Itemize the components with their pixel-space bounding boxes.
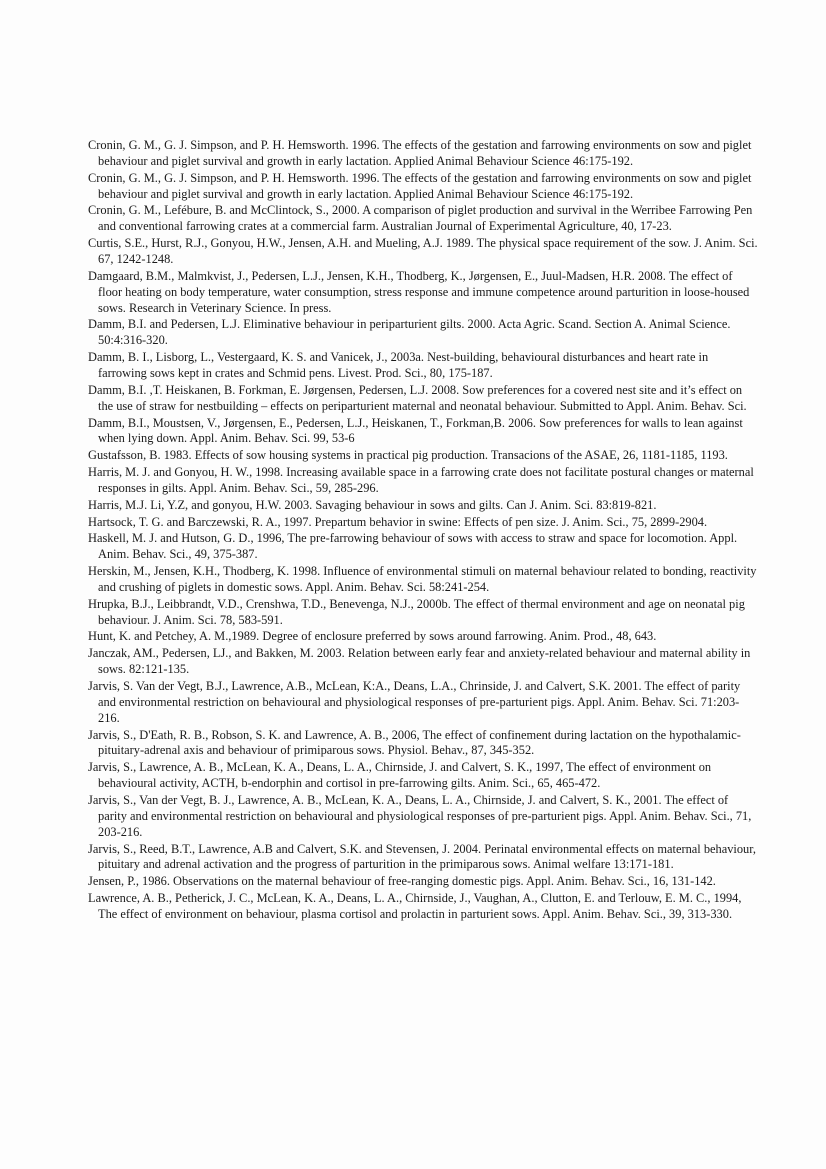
- reference-entry: Hunt, K. and Petchey, A. M.,1989. Degree of enclosure preferred by sows around farrowing. Anim. Prod., 48, 643.: [88, 629, 657, 644]
- reference-entry: Damm, B.I. and Pedersen, L.J. Eliminative behaviour in periparturient gilts. 2000. Acta Agric. Scand. Section A. Animal Science. 50:4:316-320.: [88, 317, 731, 348]
- reference-entry: Jarvis, S., Lawrence, A. B., McLean, K. A., Deans, L. A., Chirnside, J. and Calvert, S. K., 1997, The effect of environment on behavioural activity, ACTH, b-endorphin and cortisol in pre-farrowing gilts. Anim. Sci., 65, 465-472.: [88, 760, 712, 791]
- reference-entry: Gustafsson, B. 1983. Effects of sow housing systems in practical pig production. Transacions of the ASAE, 26, 1181-1185, 1193.: [88, 448, 728, 463]
- reference-entry: Hrupka, B.J., Leibbrandt, V.D., Crenshwa, T.D., Benevenga, N.J., 2000b. The effect of thermal environment and age on neonatal pig behaviour. J. Anim. Sci. 78, 583-591.: [88, 596, 745, 627]
- reference-entry: Damm, B.I. ,T. Heiskanen, B. Forkman, E. Jørgensen, Pedersen, L.J. 2008. Sow preferences for a covered nest site and it’s effect on the use of straw for nestbuilding – effects on periparturient maternal and neonatal behaviour. Submitted to Appl. Anim. Behav. Sci.: [88, 382, 747, 413]
- reference-entry: Jarvis, S., D'Eath, R. B., Robson, S. K. and Lawrence, A. B., 2006, The effect of confinement during lactation on the hypothalamic-pituitary-adrenal axis and behaviour of primiparous sows. Physiol. Behav., 87, 345-352.: [88, 727, 741, 758]
- reference-entry: Harris, M. J. and Gonyou, H. W., 1998. Increasing available space in a farrowing crate does not facilitate postural changes or maternal responses in gilts. Appl. Anim. Behav. Sci., 59, 285-296.: [88, 465, 754, 495]
- reference-entry: Damm, B.I., Moustsen, V., Jørgensen, E., Pedersen, L.J., Heiskanen, T., Forkman,B. 2006. Sow preferences for walls to lean against when lying down. Appl. Anim. Behav. Sci. 99, 53-6: [88, 415, 743, 446]
- reference-entry: Cronin, G. M., Lefébure, B. and McClintock, S., 2000. A comparison of piglet production and survival in the Werribee Farrowing Pen and conventional farrowing crates at a commercial farm. Australian Journal of Experimental Agriculture, 40, 17-23.: [88, 203, 753, 234]
- reference-entry: Damgaard, B.M., Malmkvist, J., Pedersen, L.J., Jensen, K.H., Thodberg, K., Jørgensen, E., Juul-Madsen, H.R. 2008. The effect of floor heating on body temperature, water consumption, stress response and immune competence around parturition in loose-housed sows. Research in Veterinary Science. In press.: [88, 268, 750, 315]
- reference-entry: Jarvis, S., Reed, B.T., Lawrence, A.B and Calvert, S.K. and Stevensen, J. 2004. Perinatal environmental effects on maternal behaviour, pituitary and adrenal activation and the progress of parturition in the primiparous sows. Animal welfare 13:171-181.: [88, 841, 756, 872]
- reference-entry: Curtis, S.E., Hurst, R.J., Gonyou, H.W., Jensen, A.H. and Mueling, A.J. 1989. The physical space requirement of the sow. J. Anim. Sci. 67, 1242-1248.: [88, 236, 758, 267]
- reference-entry: Jensen, P., 1986. Observations on the maternal behaviour of free-ranging domestic pigs. Appl. Anim. Behav. Sci., 16, 131-142.: [88, 874, 716, 889]
- reference-entry: Damm, B. I., Lisborg, L., Vestergaard, K. S. and Vanicek, J., 2003a. Nest-building, behavioural disturbances and heart rate in farrowing sows kept in crates and Schmid pens. Livest. Prod. Sci., 80, 175-187.: [88, 350, 709, 381]
- reference-entry: Hartsock, T. G. and Barczewski, R. A., 1997. Prepartum behavior in swine: Effects of pen size. J. Anim. Sci., 75, 2899-2904.: [88, 514, 708, 529]
- reference-entry: Lawrence, A. B., Petherick, J. C., McLean, K. A., Deans, L. A., Chirnside, J., Vaughan, A., Clutton, E. and Terlouw, E. M. C., 1994, The effect of environment on behaviour, plasma cortisol and prolactin in parturient sows. Appl. Anim. Behav. Sci., 39, 313-330.: [88, 891, 742, 921]
- reference-entry: Janczak, AM., Pedersen, LJ., and Bakken, M. 2003. Relation between early fear and anxiety-related behaviour and maternal ability in sows. 82:121-135.: [88, 646, 751, 677]
- reference-entry: Herskin, M., Jensen, K.H., Thodberg, K. 1998. Influence of environmental stimuli on maternal behaviour related to bonding, reactivity and crushing of piglets in domestic sows. Appl. Anim. Behav. Sci. 58:241-254.: [88, 564, 757, 594]
- reference-entry: Harris, M.J. Li, Y.Z, and gonyou, H.W. 2003. Savaging behaviour in sows and gilts. Can J. Anim. Sci. 83:819-821.: [88, 497, 657, 512]
- reference-entry: Jarvis, S., Van der Vegt, B. J., Lawrence, A. B., McLean, K. A., Deans, L. A., Chirnside, J. and Calvert, S. K., 2001. The effect of parity and environmental restriction on behavioural and physiological responses of pre-parturient pigs. Appl. Anim. Behav. Sci., 71, 203-216.: [88, 792, 752, 839]
- reference-entry: Haskell, M. J. and Hutson, G. D., 1996, The pre-farrowing behaviour of sows with access to straw and space for locomotion. Appl. Anim. Behav. Sci., 49, 375-387.: [88, 531, 738, 562]
- reference-list: [88, 138, 758, 924]
- reference-entry: Jarvis, S. Van der Vegt, B.J., Lawrence, A.B., McLean, K:A., Deans, L.A., Chrinside, J. and Calvert, S.K. 2001. The effect of parity and environmental restriction on behavioural and physiological responses of pre-parturient pigs. Appl. Anim. Behav. Sci. 71:203-216.: [88, 678, 741, 725]
- reference-entry: Cronin, G. M., G. J. Simpson, and P. H. Hemsworth. 1996. The effects of the gestation and farrowing environments on sow and piglet behaviour and piglet survival and growth in early lactation. Applied Animal Behaviour Science 46:175-192.: [88, 170, 752, 201]
- reference-entry: Cronin, G. M., G. J. Simpson, and P. H. Hemsworth. 1996. The effects of the gestation and farrowing environments on sow and piglet behaviour and piglet survival and growth in early lactation. Applied Animal Behaviour Science 46:175-192.: [88, 138, 752, 168]
